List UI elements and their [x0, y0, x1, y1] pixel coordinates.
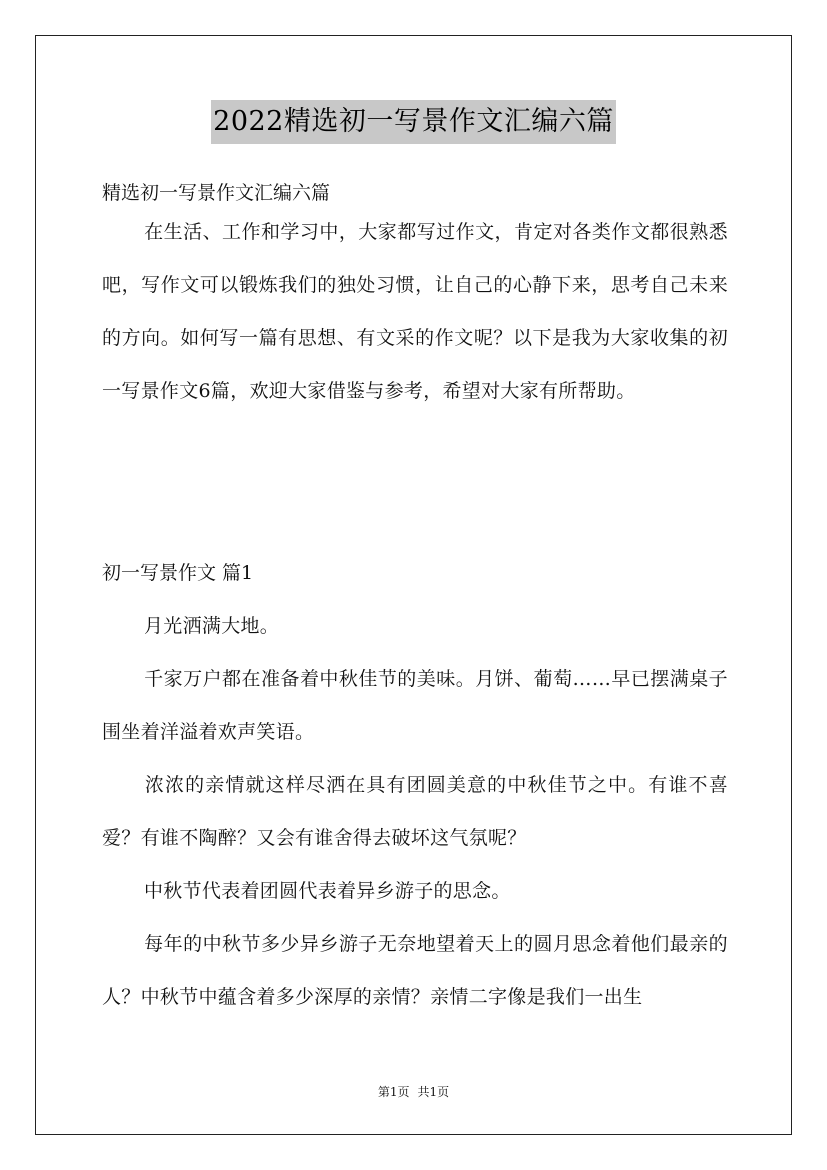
body-paragraph — [102, 918, 728, 1024]
paragraph-text: 每年的中秋节多少异乡游子无奈地望着天上的圆月思念着他们最亲的人？中秋节中蕴含着多少深厚的亲情？亲情二字像是我们一出生 — [102, 933, 728, 1008]
paragraph-text: 千家万户都在准备着中秋佳节的美味。月饼、葡萄……早已摆满桌子围坐着洋溢着欢声笑语。 — [102, 668, 728, 743]
page-footer — [0, 1083, 827, 1101]
paragraph-text: 浓浓的亲情就这样尽洒在具有团圆美意的中秋佳节之中。有谁不喜爱？有谁不陶醉？又会有谁舍得去破坏这气氛呢？ — [102, 774, 728, 849]
intro-paragraph — [102, 206, 728, 418]
intro-text: 在生活、工作和学习中，大家都写过作文，肯定对各类作文都很熟悉吧，写作文可以锻炼我们的独处习惯，让自己的心静下来，思考自己未来的方向。如何写一篇有思想、有文采的作文呢？以下是我为大家收集的初一写景作文6篇，欢迎大家借鉴与参考，希望对大家有所帮助。 — [102, 221, 728, 402]
body-paragraph — [102, 600, 728, 653]
document-subtitle: 精选初一写景作文汇编六篇 — [102, 182, 331, 204]
document-title: 2022精选初一写景作文汇编六篇 — [211, 100, 616, 144]
body-paragraph — [102, 759, 728, 865]
page-number: 第1页 — [377, 1085, 410, 1099]
paragraph-text: 月光洒满大地。 — [144, 615, 280, 637]
body-paragraph — [102, 653, 728, 759]
section-heading: 初一写景作文 篇1 — [102, 562, 254, 584]
paragraph-text: 中秋节代表着团圆代表着异乡游子的思念。 — [144, 880, 511, 902]
body-paragraph — [102, 865, 728, 918]
page-count: 共1页 — [417, 1085, 450, 1099]
title-container — [0, 100, 827, 144]
